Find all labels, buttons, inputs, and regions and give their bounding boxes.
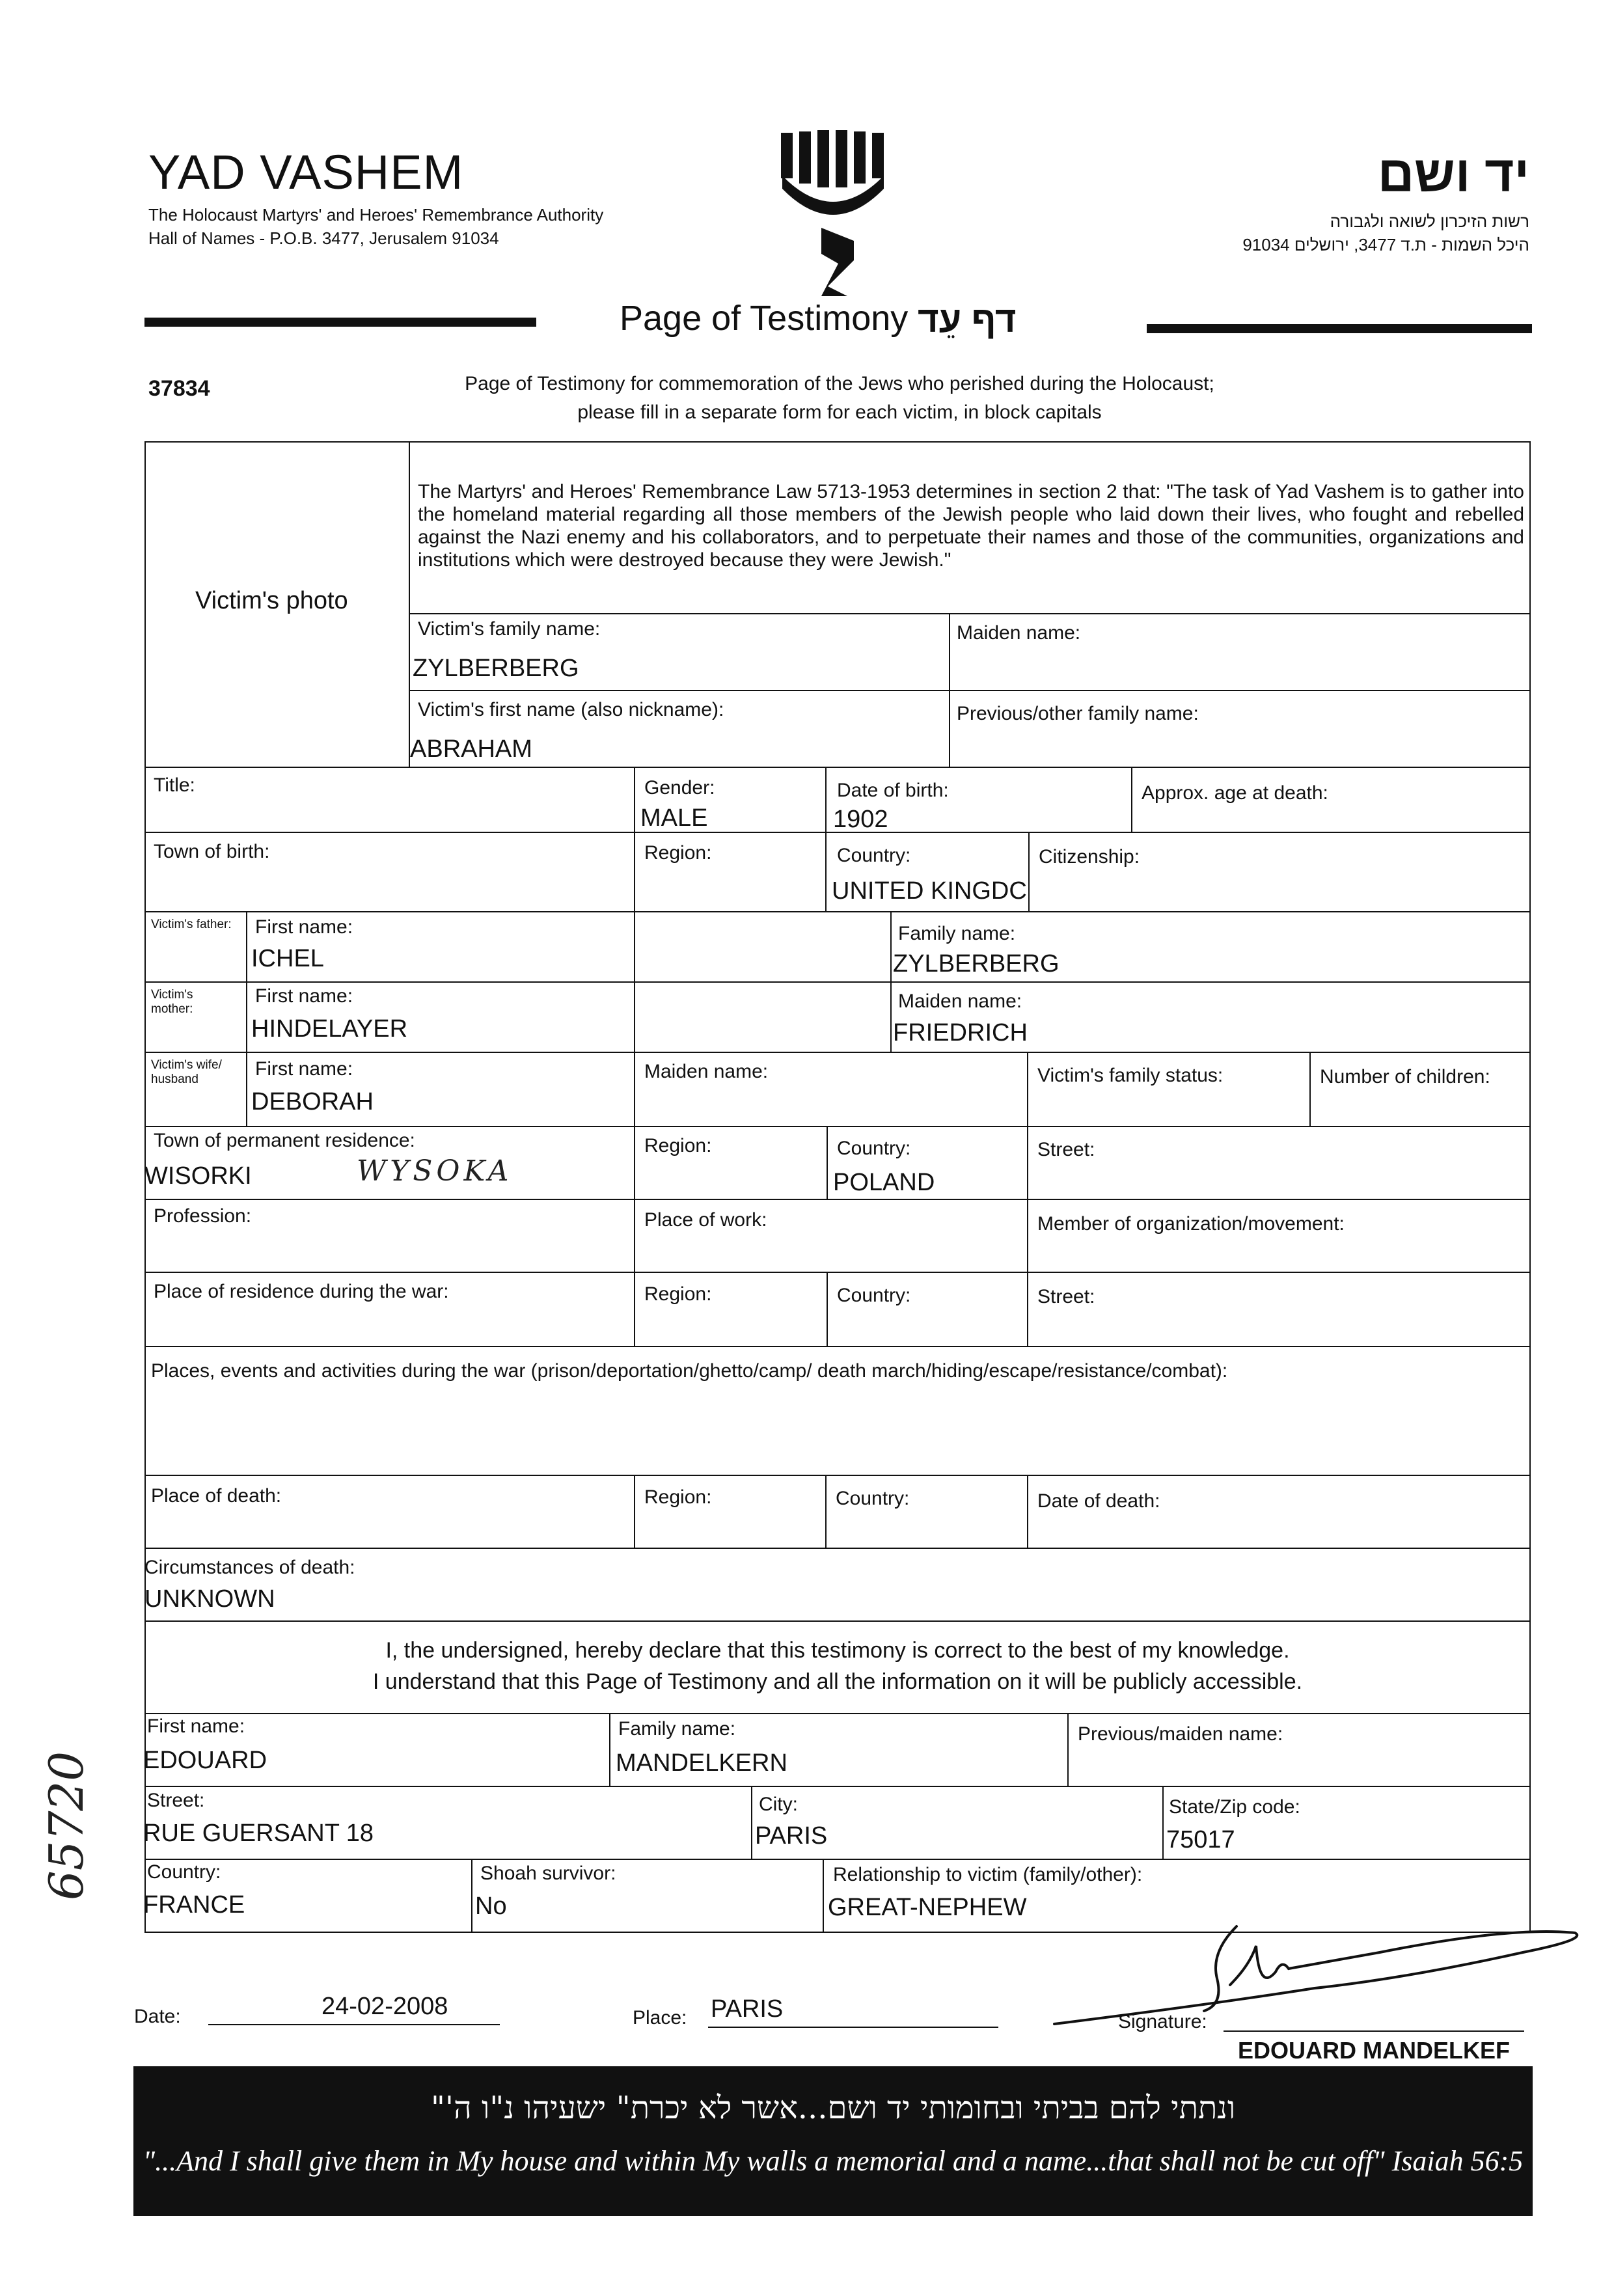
declaration <box>144 1635 1531 1697</box>
family-status-label: Victim's family status: <box>1037 1065 1224 1086</box>
mother-maiden-name-field[interactable]: FRIEDRICH <box>893 1019 1028 1046</box>
date-field[interactable]: 24-02-2008 <box>321 1993 448 2020</box>
submitter-prev-maiden-label: Previous/maiden name: <box>1078 1723 1283 1745</box>
father-family-name-label: Family name: <box>898 923 1016 944</box>
grid-line <box>949 613 950 767</box>
mother-first-name-label: First name: <box>255 985 353 1007</box>
mother-first-name-field[interactable]: HINDELAYER <box>251 1015 408 1043</box>
submitter-country-label: Country: <box>147 1861 221 1883</box>
submitter-family-name-field[interactable]: MANDELKERN <box>616 1749 787 1777</box>
residence-street-label: Street: <box>1037 1139 1095 1160</box>
yad-vashem-logo-icon <box>776 130 893 299</box>
submitter-first-name-label: First name: <box>147 1715 245 1737</box>
grid-line <box>827 1126 828 1199</box>
grid-line <box>1067 1713 1069 1786</box>
birth-country-field[interactable]: UNITED KINGDC <box>832 877 1027 905</box>
org-subtitle-he-line-1: רשות הזיכרון לשואה ולגבורה <box>1330 212 1529 231</box>
submitter-city-label: City: <box>759 1794 798 1815</box>
page-title: Page of Testimony <box>620 299 909 338</box>
submitter-zip-label: State/Zip code: <box>1169 1796 1300 1818</box>
victim-family-name-field[interactable]: ZYLBERBERG <box>413 655 579 682</box>
residence-town-label: Town of permanent residence: <box>154 1130 415 1151</box>
date-of-birth-label: Date of birth: <box>837 780 949 801</box>
grid-line <box>634 1475 635 1548</box>
grid-line <box>144 1199 1531 1200</box>
grid-line <box>246 911 247 1126</box>
grid-line <box>1027 1475 1028 1548</box>
mother-side-label: Victim's mother: <box>151 988 193 1016</box>
submitter-country-field[interactable]: FRANCE <box>143 1891 245 1919</box>
residence-town-handwritten: WYSOKA <box>357 1155 513 1188</box>
spouse-first-name-label: First name: <box>255 1058 353 1080</box>
victim-previous-family-label: Previous/other family name: <box>957 703 1199 724</box>
grid-line <box>144 981 1531 983</box>
intro-line-2: please fill in a separate form for each victim, in block capitals <box>577 402 1102 423</box>
form-number: 37834 <box>148 376 210 401</box>
date-underline <box>208 2024 500 2025</box>
father-first-name-field[interactable]: ICHEL <box>251 945 324 972</box>
place-field[interactable]: PARIS <box>711 1995 784 2023</box>
page-title-he: דף עֵד <box>918 299 1017 340</box>
grid-line <box>1131 767 1132 832</box>
death-region-label: Region: <box>644 1486 712 1508</box>
grid-line <box>827 1272 828 1346</box>
grid-line <box>144 1548 1531 1549</box>
grid-line <box>144 1475 1531 1476</box>
grid-line <box>634 767 635 1346</box>
submitter-street-label: Street: <box>147 1790 205 1811</box>
gender-label: Gender: <box>644 777 715 799</box>
isaiah-banner <box>133 2066 1533 2216</box>
shoah-survivor-field[interactable]: No <box>475 1893 507 1920</box>
banner-hebrew-quote: ונתתי להם בביתי ובחומותי יד ושם...אשר לא יכרת" ישעיהו נ"ו ה'" <box>430 2090 1236 2126</box>
date-label: Date: <box>134 2006 181 2027</box>
submitter-family-name-label: Family name: <box>618 1718 736 1740</box>
victim-photo-label: Victim's photo <box>195 587 348 614</box>
profession-label: Profession: <box>154 1205 252 1227</box>
grid-line <box>144 1272 1531 1273</box>
birth-country-label: Country: <box>837 845 911 866</box>
father-family-name-field[interactable]: ZYLBERBERG <box>893 950 1060 977</box>
victim-first-name-field[interactable]: ABRAHAM <box>410 735 532 763</box>
grid-line <box>144 1126 1531 1127</box>
title-label: Title: <box>154 774 195 796</box>
grid-line <box>751 1786 752 1859</box>
header-rule-right <box>1147 324 1532 333</box>
war-street-label: Street: <box>1037 1286 1095 1307</box>
grid-line <box>409 690 1531 691</box>
circumstances-field[interactable]: UNKNOWN <box>144 1585 275 1613</box>
org-name-he: יד ושם <box>1377 145 1529 202</box>
residence-country-field[interactable]: POLAND <box>833 1169 935 1196</box>
number-of-children-label: Number of children: <box>1320 1066 1490 1087</box>
grid-line <box>609 1713 610 1786</box>
victim-maiden-name-label: Maiden name: <box>957 622 1081 644</box>
submitter-zip-field[interactable]: 75017 <box>1166 1826 1235 1853</box>
spouse-maiden-name-label: Maiden name: <box>644 1061 769 1082</box>
intro-line-1: Page of Testimony for commemoration of the Jews who perished during the Holocaust; <box>465 373 1214 394</box>
war-residence-label: Place of residence during the war: <box>154 1281 449 1302</box>
date-of-death-label: Date of death: <box>1037 1490 1160 1512</box>
grid-line <box>409 441 410 767</box>
residence-town-field[interactable]: WISORKI <box>144 1162 252 1190</box>
death-country-label: Country: <box>836 1488 910 1509</box>
grid-line <box>144 767 1531 768</box>
birth-region-label: Region: <box>644 842 712 864</box>
declaration-line-2: I understand that this Page of Testimony and all the information on it will be publicly accessible. <box>372 1669 1303 1694</box>
place-of-death-label: Place of death: <box>151 1485 282 1507</box>
spouse-side-label: Victim's wife/ husband <box>151 1058 222 1086</box>
grid-line <box>144 1346 1531 1347</box>
victim-first-name-label: Victim's first name (also nickname): <box>418 699 724 720</box>
grid-line <box>825 1475 827 1548</box>
citizenship-label: Citizenship: <box>1039 846 1140 868</box>
grid-line <box>144 1052 1531 1053</box>
relationship-field[interactable]: GREAT-NEPHEW <box>828 1894 1027 1921</box>
place-label: Place: <box>633 2007 687 2029</box>
residence-region-label: Region: <box>644 1135 712 1156</box>
shoah-survivor-label: Shoah survivor: <box>480 1863 616 1884</box>
age-at-death-label: Approx. age at death: <box>1142 782 1328 804</box>
grid-line <box>1162 1786 1164 1859</box>
handwritten-signature-icon <box>1015 1907 1601 2050</box>
organization-label: Member of organization/movement: <box>1037 1213 1345 1235</box>
victim-family-name-label: Victim's family name: <box>418 618 601 640</box>
submitter-first-name-field[interactable]: EDOUARD <box>143 1747 267 1774</box>
relationship-label: Relationship to victim (family/other): <box>833 1864 1143 1885</box>
place-underline <box>708 2027 998 2028</box>
grid-line <box>144 911 1531 912</box>
circumstances-label: Circumstances of death: <box>144 1557 355 1578</box>
place-of-work-label: Place of work: <box>644 1209 767 1231</box>
org-subtitle-he-line-2: היכל השמות - ת.ד 3477, ירושלים 91034 <box>1242 235 1529 254</box>
org-subtitle-en-line-1: The Holocaust Martyrs' and Heroes' Remembrance Authority <box>148 205 604 225</box>
org-subtitle-en <box>148 203 603 250</box>
grid-line <box>144 1786 1531 1787</box>
town-of-birth-label: Town of birth: <box>154 841 270 862</box>
declaration-line-1: I, the undersigned, hereby declare that this testimony is correct to the best of my knowledge. <box>385 1638 1290 1663</box>
father-side-label: Victim's father: <box>151 918 232 931</box>
org-subtitle-he <box>1242 210 1529 256</box>
war-events-label: Places, events and activities during the war (prison/deportation/ghetto/camp/ death march/hiding/escape/resistance/combat): <box>151 1360 1228 1382</box>
grid-line <box>1309 1052 1311 1126</box>
grid-line <box>823 1859 824 1933</box>
submitter-street-field[interactable]: RUE GUERSANT 18 <box>143 1820 374 1847</box>
grid-line <box>1028 832 1030 911</box>
residence-country-label: Country: <box>837 1138 911 1159</box>
date-of-birth-field[interactable]: 1902 <box>833 806 888 833</box>
grid-line <box>144 1713 1531 1714</box>
signature-label: Signature: <box>1118 2011 1207 2032</box>
war-country-label: Country: <box>837 1285 911 1306</box>
gender-field[interactable]: MALE <box>640 804 708 832</box>
spouse-first-name-field[interactable]: DEBORAH <box>251 1088 374 1115</box>
signature-name: EDOUARD MANDELKEF <box>1238 2037 1510 2064</box>
father-first-name-label: First name: <box>255 916 353 938</box>
grid-line <box>144 1859 1531 1860</box>
org-name-en: YAD VASHEM <box>148 145 464 199</box>
grid-line <box>144 1620 1531 1622</box>
banner-english-quote: "...And I shall give them in My house and within My walls a memorial and a name...that shall not be cut off" Isaiah 56:5 <box>143 2145 1524 2177</box>
grid-line <box>409 613 1531 614</box>
header-rule-left <box>144 318 536 327</box>
mother-maiden-name-label: Maiden name: <box>898 991 1022 1012</box>
grid-line <box>825 767 827 911</box>
grid-line <box>471 1859 472 1933</box>
margin-handwritten-number: 65720 <box>39 1751 94 1900</box>
war-region-label: Region: <box>644 1283 712 1305</box>
form-intro <box>417 370 1263 427</box>
submitter-city-field[interactable]: PARIS <box>755 1822 828 1850</box>
remembrance-law-text: The Martyrs' and Heroes' Remembrance Law 5713-1953 determines in section 2 that: "The task of Yad Vashem is to gather into the homeland material regarding all those members of the Jewish people who laid down their lives, who fought and rebelled against the Nazi enemy and his collaborators, and to perpetuate their names and those of the communities, organizations and institutions which were destroyed because they were Jewish." <box>418 481 1524 571</box>
org-subtitle-en-line-2: Hall of Names - P.O.B. 3477, Jerusalem 91034 <box>148 228 499 248</box>
